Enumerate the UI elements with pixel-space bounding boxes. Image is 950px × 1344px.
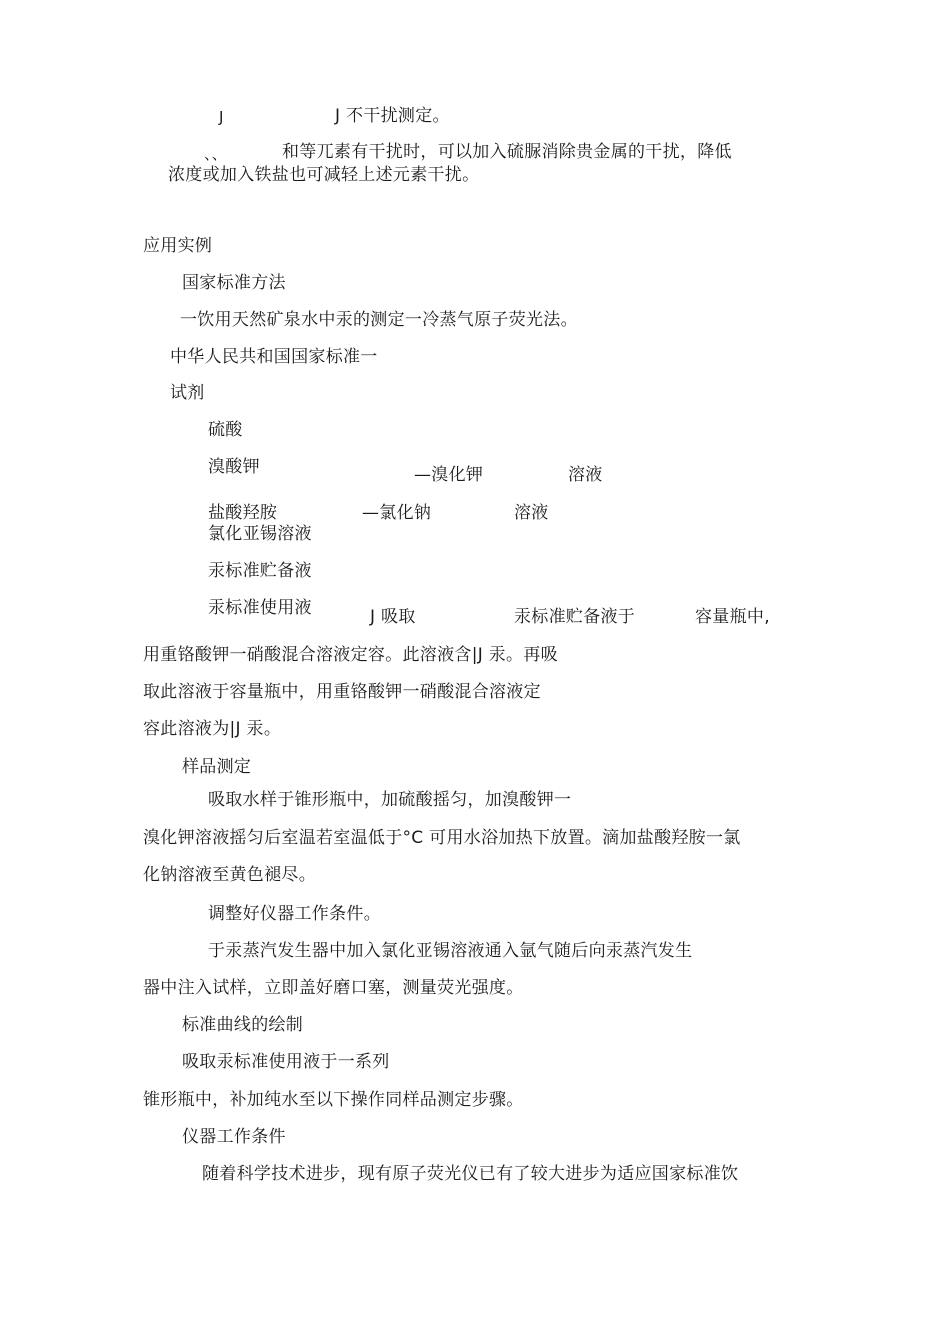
subheading-instrument-conditions: 仪器工作条件 (182, 1127, 286, 1147)
text-line-23: 于汞蒸汽发生器中加入氯化亚锡溶液通入氩气随后向汞蒸汽发生 (208, 941, 693, 961)
subheading-national-standard: 国家标准方法 (182, 273, 286, 293)
reagent-hydroxylamine: 盐酸羟胺 (208, 503, 278, 523)
reagent-sulfuric-acid: 硫酸 (208, 420, 243, 440)
text-line-14b: J 吸取 (370, 607, 416, 627)
reagent-sodium-chloride: —氯化钠 (362, 503, 432, 523)
text-line-27: 锥形瓶中，补加纯水至以下操作同样品测定步骤。 (143, 1090, 524, 1110)
subheading-reagents: 试剂 (170, 383, 205, 403)
text-line-26: 吸取汞标准使用液于一系列 (182, 1052, 390, 1072)
text-line-20: 溴化钾溶液摇匀后室温若室温低于°C 可用水浴加热下放置。滴加盐酸羟胺一氯 (143, 828, 741, 848)
text-line-14d: 容量瓶中, (695, 607, 770, 627)
text-line-14c: 汞标准贮备液于 (514, 607, 636, 627)
text-line-2a: 、、 (204, 145, 228, 163)
text-line-7: 中华人民共和国国家标准一 (170, 347, 378, 367)
text-line-22: 调整好仪器工作条件。 (208, 904, 381, 924)
text-line-21: 化钠溶液至黄色褪尽。 (143, 865, 316, 885)
text-line-24: 器中注入试样，立即盖好磨口塞，测量荧光强度。 (143, 978, 524, 998)
text-line-19: 吸取水样于锥形瓶中，加硫酸摇匀，加溴酸钾一 (208, 790, 572, 810)
reagent-stannous-chloride: 氯化亚锡溶液 (208, 524, 312, 544)
text-line-3: 浓度或加入铁盐也可减轻上述元素干扰。 (168, 165, 480, 185)
reagent-solution-label-2: 溶液 (514, 503, 549, 523)
text-line-1a: J (219, 108, 224, 126)
section-heading-application: 应用实例 (143, 236, 213, 256)
reagent-mercury-working: 汞标准使用液 (208, 598, 312, 618)
reagent-potassium-bromate: 溴酸钾 (208, 457, 260, 477)
subheading-sample-measurement: 样品测定 (182, 757, 252, 777)
text-line-17: 容此溶液为|J 汞。 (143, 719, 282, 739)
text-line-6: 一饮用天然矿泉水中汞的测定一冷蒸气原子荧光法。 (180, 310, 578, 330)
text-line-2b: 和等兀素有干扰时，可以加入硫脲消除贵金属的干扰，降低 (282, 142, 732, 162)
text-line-29: 随着科学技术进步，现有原子荧光仪已有了较大进步为适应国家标准饮 (202, 1164, 739, 1184)
text-line-1b: J 不干扰测定。 (335, 106, 450, 126)
reagent-solution-label-1: 溶液 (568, 465, 603, 485)
reagent-mercury-stock: 汞标准贮备液 (208, 561, 312, 581)
text-line-15: 用重铬酸钾一硝酸混合溶液定容。此溶液含|J 汞。再吸 (143, 645, 558, 665)
subheading-standard-curve: 标准曲线的绘制 (182, 1015, 304, 1035)
reagent-potassium-bromide: —溴化钾 (414, 465, 484, 485)
text-line-16: 取此溶液于容量瓶中，用重铬酸钾一硝酸混合溶液定 (143, 682, 541, 702)
